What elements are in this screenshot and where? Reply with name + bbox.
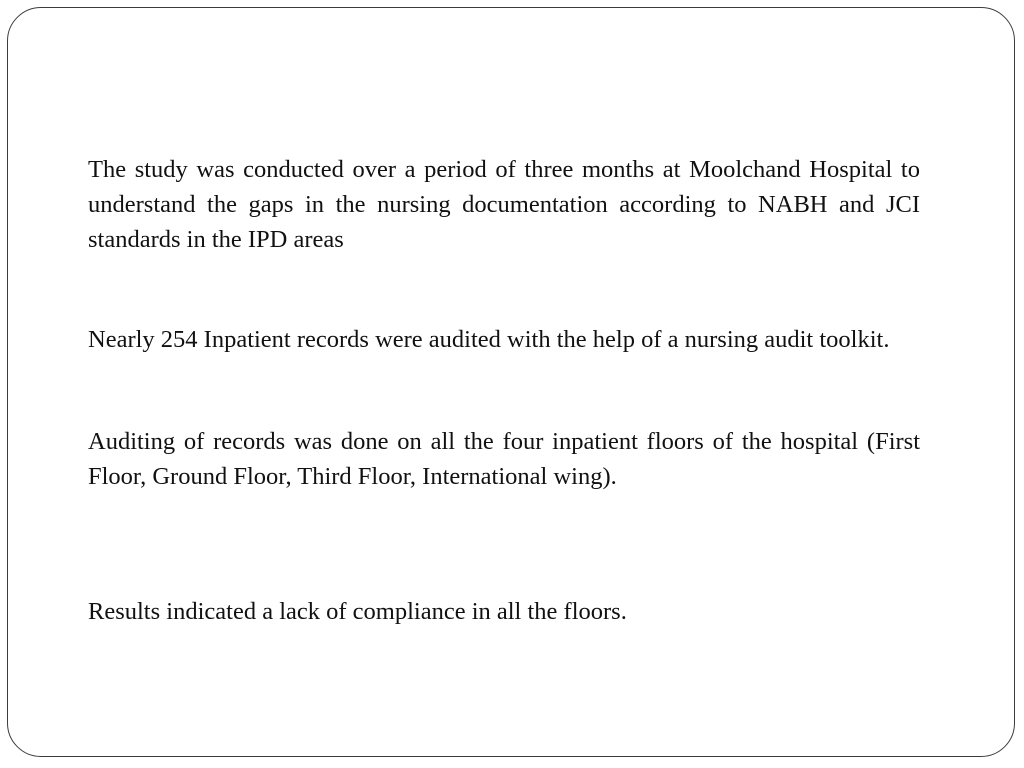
paragraph-study-overview: The study was conducted over a period of three months at Moolchand Hospital to understand the gaps in the nursing documentation according to NABH and JCI standards in the IPD areas [88, 156, 920, 253]
slide-frame [7, 7, 1015, 757]
paragraph-records-audited: Nearly 254 Inpatient records were audited with the help of a nursing audit toolkit. [88, 326, 890, 353]
paragraph-results: Results indicated a lack of compliance in all the floors. [88, 598, 627, 625]
paragraph-floors-audited: Auditing of records was done on all the four inpatient floors of the hospital (First Floor, Ground Floor, Third Floor, International wing). [88, 428, 920, 490]
